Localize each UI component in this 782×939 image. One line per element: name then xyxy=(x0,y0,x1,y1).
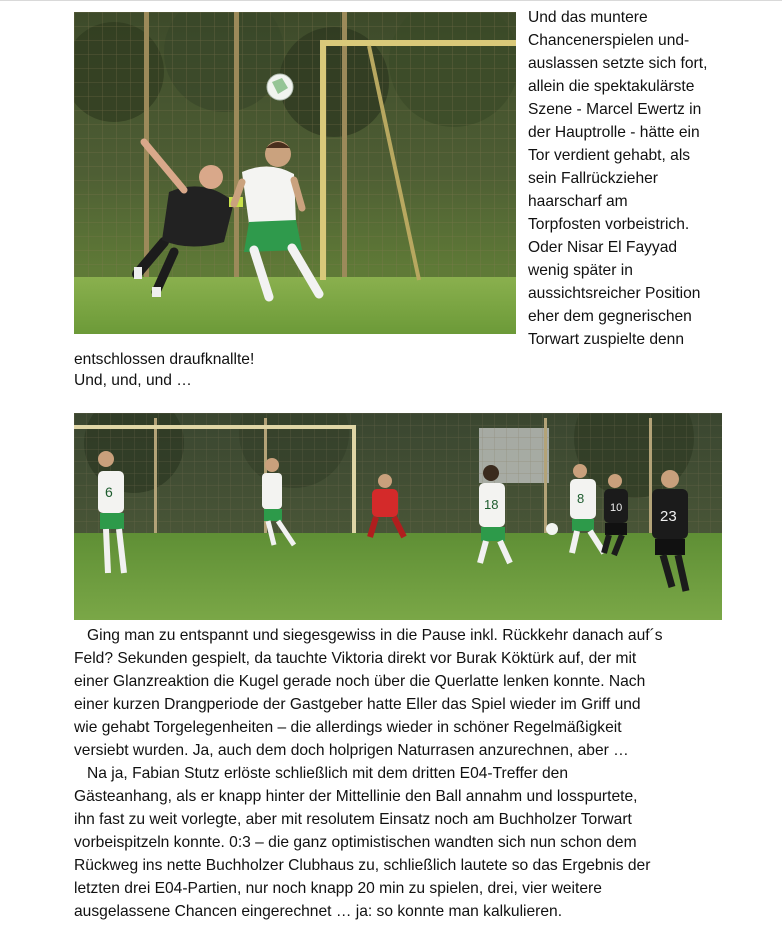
match-report-paragraph xyxy=(74,624,734,923)
jersey-number: 23 xyxy=(660,508,677,525)
text-line: ausgelassene Chancen eingerechnet … ja: so konnte man kalkulieren. xyxy=(74,903,563,920)
paragraph-continuation xyxy=(74,349,254,391)
side-paragraph xyxy=(528,6,778,351)
text-line: Na ja, Fabian Stutz erlöste schließlich mit dem dritten E04-Treffer den xyxy=(74,765,569,782)
side-line: Und das muntere xyxy=(528,9,648,26)
side-line: wenig später in xyxy=(528,262,633,279)
side-line: der Hauptrolle - hätte ein xyxy=(528,124,700,141)
side-line: Szene - Marcel Ewertz in xyxy=(528,101,702,118)
side-line: eher dem gegnerischen xyxy=(528,308,692,325)
jersey-number: 18 xyxy=(484,497,499,512)
side-line: allein die spektakulärste xyxy=(528,78,695,95)
text-line: Feld? Sekunden gespielt, da tauchte Viktoria direkt vor Burak Köktürk auf, der mit xyxy=(74,650,637,667)
text-line: entschlossen draufknallte! xyxy=(74,351,255,368)
side-line: Tor verdient gehabt, als xyxy=(528,147,691,164)
text-line: Und, und, und … xyxy=(74,372,192,389)
side-line: auslassen setzte sich fort, xyxy=(528,55,708,72)
text-line: einer Glanzreaktion die Kugel gerade noch über die Querlatte lenken konnte. Nach xyxy=(74,673,646,690)
side-line: sein Fallrückzieher xyxy=(528,170,658,187)
side-line: Torpfosten vorbeistrich. xyxy=(528,216,690,233)
overhead-kick-photo xyxy=(74,12,516,334)
text-line: Gästeanhang, als er knapp hinter der Mittellinie den Ball annahm und losspurtete, xyxy=(74,788,638,805)
text-line: ihn fast zu weit vorlegte, aber mit resolutem Einsatz noch am Buchholzer Torwart xyxy=(74,811,632,828)
jersey-number: 10 xyxy=(610,502,623,514)
side-line: aussichtsreicher Position xyxy=(528,285,701,302)
text-line: wie gehabt Torgelegenheiten – die allerdings wieder in schöner Regelmäßigkeit xyxy=(74,719,622,736)
text-line: versiebt wurden. Ja, auch dem doch holprigen Naturrasen anzurechnen, aber … xyxy=(74,742,629,759)
text-line: vorbeispitzeln konnte. 0:3 – die ganz optimistischen wandten sich nun schon dem xyxy=(74,834,637,851)
match-scene-photo xyxy=(74,413,722,620)
text-line: einer kurzen Drangperiode der Gastgeber hatte Eller das Spiel wieder im Griff und xyxy=(74,696,641,713)
text-line: Ging man zu entspannt und siegesgewiss in die Pause inkl. Rückkehr danach auf´s xyxy=(74,627,663,644)
jersey-number: 6 xyxy=(105,484,113,500)
side-line: Oder Nisar El Fayyad xyxy=(528,239,678,256)
text-line: Rückweg ins nette Buchholzer Clubhaus zu, schließlich lautete so das Ergebnis der xyxy=(74,857,651,874)
top-border xyxy=(0,0,782,1)
side-line: Torwart zuspielte denn xyxy=(528,331,685,348)
ball xyxy=(546,523,558,535)
text-line: letzten drei E04-Partien, nur noch knapp 20 min zu spielen, drei, vier weitere xyxy=(74,880,602,897)
side-line: Chancenerspielen und- xyxy=(528,32,690,49)
jersey-number: 8 xyxy=(577,491,585,506)
side-line: haarscharf am xyxy=(528,193,628,210)
